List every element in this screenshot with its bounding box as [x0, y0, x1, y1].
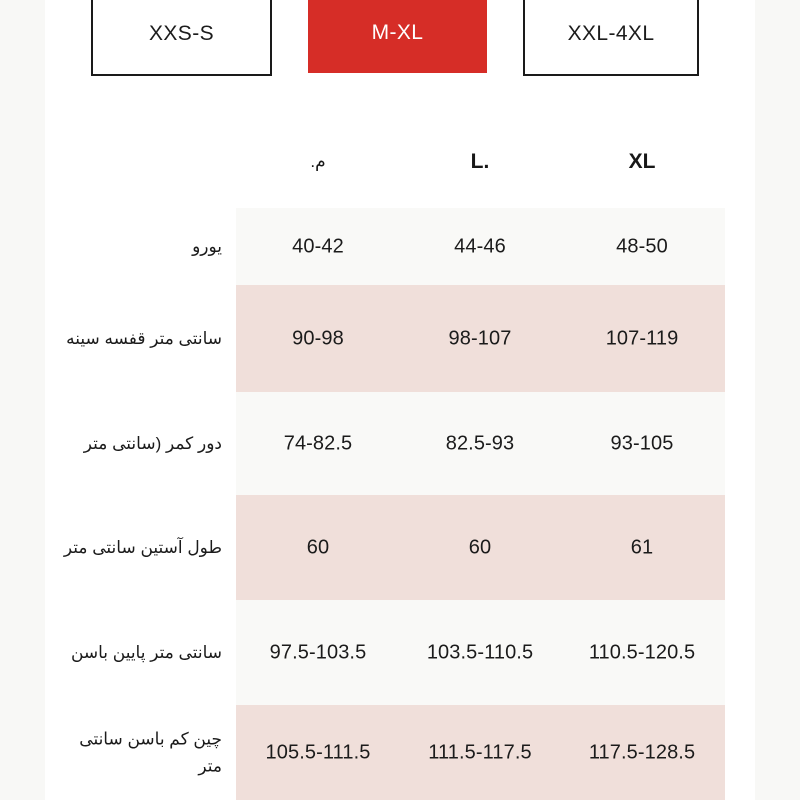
table-cell: 61 [630, 536, 654, 558]
tab-xxs-s[interactable] [91, 0, 272, 76]
table-cell: 107-119 [605, 327, 679, 349]
row-label: طول آستین سانتی متر [63, 537, 222, 557]
table-cell: 60 [306, 536, 330, 558]
row-label: سانتی متر قفسه سینه [66, 328, 222, 348]
table-cell: 40-42 [292, 235, 344, 257]
tab-xxs-s-label: XXS-S [148, 22, 215, 45]
table-cell: 105.5-111.5 [265, 741, 371, 763]
size-measurement-table [0, 104, 800, 800]
table-row [0, 600, 800, 705]
table-cell: 98-107 [448, 327, 512, 349]
row-label: سانتی متر پایین باسن [70, 642, 222, 662]
table-cell: 82.5-93 [445, 432, 515, 454]
table-row [0, 285, 800, 392]
column-header-m: م. [310, 152, 326, 171]
tab-xxl-4xl-label: XXL-4XL [567, 22, 655, 45]
row-label: دور کمر (سانتی متر [83, 433, 222, 453]
table-cell: 74-82.5 [283, 432, 353, 454]
table-cell: 111.5-117.5 [428, 741, 532, 763]
tab-m-xl-label: M-XL [371, 20, 424, 44]
table-cell: 103.5-110.5 [426, 641, 534, 663]
table-cell: 48-50 [616, 235, 668, 257]
size-range-tab-bar [0, 0, 800, 104]
table-cell: 110.5-120.5 [588, 641, 696, 663]
table-header-row [0, 104, 800, 208]
row-label: چین کم باسن سانتی متر [79, 728, 222, 776]
table-cell: 90-98 [292, 327, 344, 349]
table-row [0, 495, 800, 600]
table-row [0, 208, 800, 285]
tab-xxl-4xl[interactable] [523, 0, 699, 76]
table-row [0, 392, 800, 495]
table-cell: 44-46 [454, 235, 506, 257]
table-row [0, 705, 800, 800]
tab-m-xl[interactable] [308, 0, 487, 73]
table-cell: 97.5-103.5 [269, 641, 367, 663]
table-cell: 117.5-128.5 [588, 741, 696, 763]
table-cell: 93-105 [610, 432, 674, 454]
table-cell: 60 [468, 536, 492, 558]
row-label: یورو [192, 236, 222, 256]
column-header-xl: XL [628, 150, 656, 173]
column-header-l: L. [470, 150, 490, 173]
